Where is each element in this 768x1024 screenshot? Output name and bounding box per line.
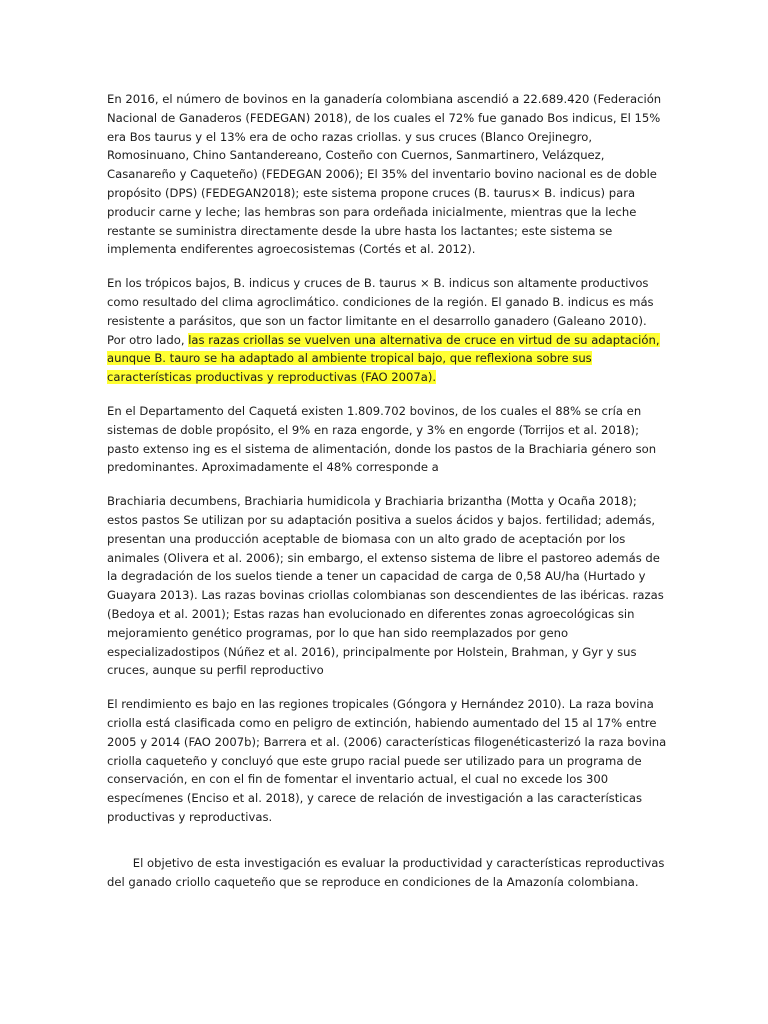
- paragraph-3: [107, 402, 667, 477]
- paragraph-6-text: El objetivo de esta investigación es evaluar la productividad y características reproductivas del ganado criollo caqueteño que se reproduce en condiciones de la Amazonía colombiana.: [107, 856, 669, 890]
- paragraph-2: [107, 274, 667, 387]
- paragraph-1: [107, 90, 667, 259]
- paragraph-2-text: En los trópicos bajos, B. indicus y cruces de B. taurus × B. indicus son altamente productivos como resultado del clima agroclimático. condiciones de la región. El ganado B. indicus es más resistente a parásitos, que son un factor limitante en el desarrollo ganadero (Galeano 2010). Por otro lado,: [107, 276, 654, 347]
- document-body: [107, 90, 667, 926]
- paragraph-4: [107, 492, 667, 680]
- paragraph-5: [107, 695, 667, 827]
- paragraph-1-text: En 2016, el número de bovinos en la ganadería colombiana ascendió a 22.689.420 (Federación Nacional de Ganaderos (FEDEGAN) 2018), de los cuales el 72% fue ganado Bos indicus, El 15% era Bos taurus y el 13% era de ocho razas criollas. y sus cruces (Blanco Orejinegro, Romosinuano, Chino Santandereano, Costeño con Cuernos, Sanmartinero, Velázquez, Casanareño y Caqueteño) (FEDEGAN 2006); El 35% del inventario bovino nacional es de doble propósito (DPS) (FEDEGAN2018); este sistema propone cruces (B. taurus× B. indicus) para producir carne y leche; las hembras son para ordeñada inicialmente, mientras que la leche restante se suministra directamente desde la ubre hasta los lactantes; este sistema se implementa endiferentes agroecosistemas (Cortés et al. 2012).: [107, 92, 662, 257]
- highlighted-text: las razas criollas se vuelven una alternativa de cruce en virtud de su adaptación, aunque B. tauro se ha adaptado al ambiente tropical bajo, que reflexiona sobre sus características productivas y reproductivas (FAO 2007a).: [107, 332, 660, 385]
- paragraph-4-text: Brachiaria decumbens, Brachiaria humidicola y Brachiaria brizantha (Motta y Ocaña 2018); estos pastos Se utilizan por su adaptación positiva a suelos ácidos y bajos. fertilidad; además, presentan una producción aceptable de biomasa con un alto grado de aceptación por los animales (Olivera et al. 2006); sin embargo, el extenso sistema de libre el pastoreo además de la degradación de los suelos tiende a tener un capacidad de carga de 0,58 AU/ha (Hurtado y Guayara 2013). Las razas bovinas criollas colombianas son descendientes de las ibéricas. razas (Bedoya et al. 2001); Estas razas han evolucionado en diferentes zonas agroecológicas sin mejoramiento genético programas, por lo que han sido reemplazados por geno especializadostipos (Núñez et al. 2016), principalmente por Holstein, Brahman, y Gyr y sus cruces, aunque su perfil reproductivo: [107, 494, 664, 678]
- paragraph-6: [107, 836, 667, 911]
- paragraph-3-text: En el Departamento del Caquetá existen 1.809.702 bovinos, de los cuales el 88% se cría en sistemas de doble propósito, el 9% en raza engorde, y 3% en engorde (Torrijos et al. 2018); pasto extenso ing es el sistema de alimentación, donde los pastos de la Brachiaria género son predominantes. Aproximadamente el 48% corresponde a: [107, 403, 657, 475]
- paragraph-5-text: El rendimiento es bajo en las regiones tropicales (Góngora y Hernández 2010). La raza bovina criolla está clasificada como en peligro de extinción, habiendo aumentado del 15 al 17% entre 2005 y 2014 (FAO 2007b); Barrera et al. (2006) características filogenéticasterizó la raza bovina criolla caqueteño y concluyó que este grupo racial puede ser utilizado para un programa de conservación, en con el fin de fomentar el inventario actual, el cual no excede los 300 especímenes (Enciso et al. 2018), y carece de relación de investigación a las características productivas y reproductivas.: [107, 697, 667, 824]
